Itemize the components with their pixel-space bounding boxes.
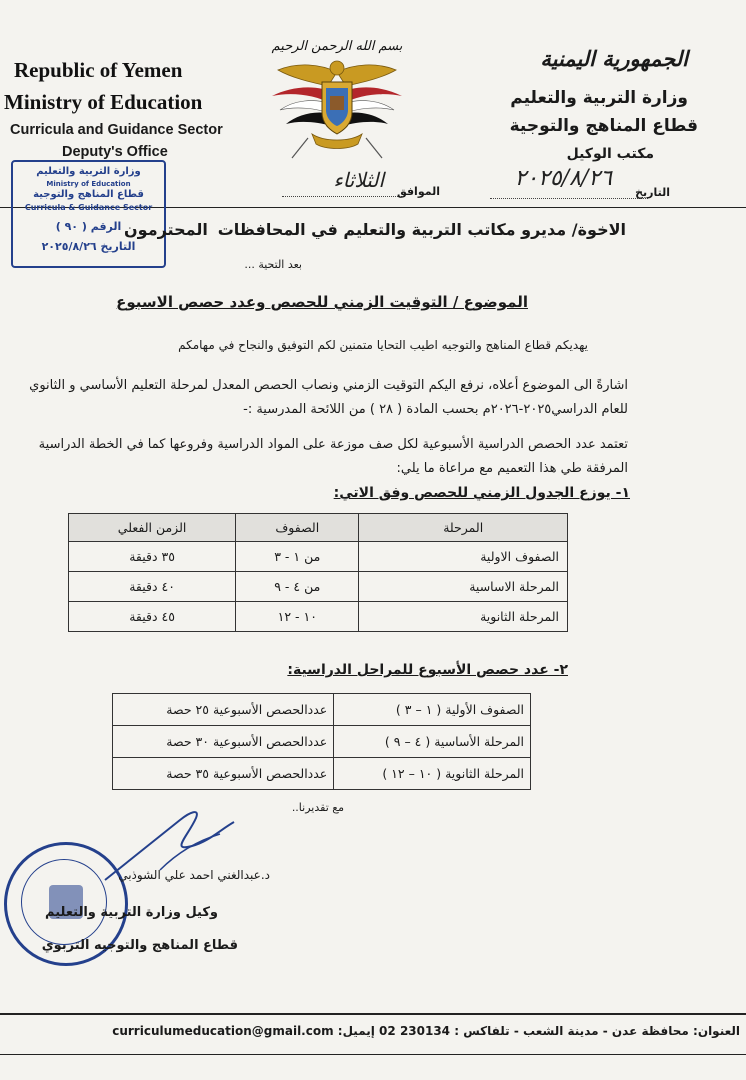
ref-line xyxy=(282,196,402,197)
grades-cell: من ١ - ٣ xyxy=(236,542,359,572)
header-stage: المرحلة xyxy=(359,514,568,542)
stamp-ministry-en: Ministry of Education xyxy=(46,180,131,188)
stage-cell: المرحلة الثانوية xyxy=(359,602,568,632)
signer-title: وكيل وزارة التربية والتعليم xyxy=(45,905,218,920)
table-header-row xyxy=(69,514,568,542)
en-country-name: Republic of Yemen xyxy=(14,58,183,82)
greeting: بعد التحية ... xyxy=(244,258,302,271)
grades-cell: من ٤ - ٩ xyxy=(236,572,359,602)
paragraph-1: اشارةً الى الموضوع أعلاه، نرفع اليكم التوقيت الزمني ونصاب الحصص المعدل لمرحلة التعليم الأساسي و الثانوي للعام الدراسي٢٠٢٥-٢٠٢٦م بحسب المادة ( ٢٨ ) من اللائحة المدرسية :- xyxy=(29,378,628,417)
stamp-date: التاريخ ٢٠٢٥/٨/٢٦ xyxy=(41,240,136,253)
blessing-line: يهديكم قطاع المناهج والتوجيه اطيب التحايا متمنين لكم التوفيق والنجاح في مهامكم xyxy=(178,338,588,352)
signer-name: د.عبدالغني احمد علي الشوذبي xyxy=(118,868,270,882)
footer-divider-bottom xyxy=(0,1054,746,1055)
stage-cell: الصفوف الأولية ( ١ – ٣ ) xyxy=(334,694,531,726)
stamp-sector-ar: قطاع المناهج والتوجية xyxy=(33,189,144,200)
addressee: الاخوة/ مديرو مكاتب التربية والتعليم في المحافظات xyxy=(217,220,626,239)
weekly-periods-table xyxy=(112,693,531,790)
ar-office-name: مكتب الوكيل xyxy=(566,146,654,162)
ar-ministry-name: وزارة التربية والتعليم xyxy=(510,88,688,108)
date-label: التاريخ xyxy=(635,186,670,199)
footer-address: العنوان: محافظة عدن - مدينة الشعب - تلفاكس : 230134 02 إيميل: curriculumeducation@gmail.com xyxy=(112,1024,740,1038)
stage-cell: المرحلة الثانوية ( ١٠ – ١٢ ) xyxy=(334,758,531,790)
ar-sector-name: قطاع المناهج والتوجية xyxy=(509,116,698,136)
stamp-number: الرقم ( ٩٠ ) xyxy=(55,220,122,233)
stamp-sector-en: Curricula & Guidance Sector xyxy=(24,203,153,212)
incoming-stamp xyxy=(11,160,166,268)
stage-cell: المرحلة الأساسية ( ٤ – ٩ ) xyxy=(334,726,531,758)
section-2-title: ٢- عدد حصص الأسبوع للمراحل الدراسية: xyxy=(287,662,568,678)
section-1-title: ١- يوزع الجدول الزمني للحصص وفق الاتي: xyxy=(333,485,630,501)
table-row xyxy=(113,726,531,758)
stage-cell: الصفوف الاولية xyxy=(359,542,568,572)
en-office-name: Deputy's Office xyxy=(62,144,168,160)
periods-cell: عددالحصص الأسبوعية ٣٥ حصة xyxy=(113,758,334,790)
stage-cell: المرحلة الاساسية xyxy=(359,572,568,602)
duration-cell: ٣٥ دقيقة xyxy=(69,542,236,572)
letter-date: ٢٠٢٥/٨/٢٦ xyxy=(514,166,612,191)
closing-line: مع تقديرنا.. xyxy=(291,801,344,814)
stamp-ministry-ar: وزارة التربية والتعليم xyxy=(36,166,141,177)
periods-cell: عددالحصص الأسبوعية ٢٥ حصة xyxy=(113,694,334,726)
letter-subject: الموضوع / التوقيت الزمني للحصص وعدد حصص الاسبوع xyxy=(116,293,528,311)
addressee-honorific: المحترمون xyxy=(124,220,208,239)
table-row xyxy=(113,758,531,790)
date-line xyxy=(490,198,648,199)
ar-country-name: الجمهورية اليمنية xyxy=(540,46,688,71)
ref-label: الموافق xyxy=(396,185,440,198)
en-ministry-name: Ministry of Education xyxy=(4,90,203,114)
duration-cell: ٤٠ دقيقة xyxy=(69,572,236,602)
letter-day: الثلاثاء xyxy=(333,168,384,192)
yemen-emblem-icon xyxy=(262,34,412,164)
table-row xyxy=(69,572,568,602)
footer-divider-top xyxy=(0,1013,746,1015)
header-grades: الصفوف xyxy=(236,514,359,542)
table-row xyxy=(69,542,568,572)
en-sector-name: Curricula and Guidance Sector xyxy=(10,122,223,138)
table-row xyxy=(69,602,568,632)
paragraph-2: تعتمد عدد الحصص الدراسية الأسبوعية لكل صف موزعة على المواد الدراسية وفروعها كما في الخطة الدراسية المرفقة طي هذا التعميم مع مراعاة ما يلي: xyxy=(38,437,628,476)
periods-cell: عددالحصص الأسبوعية ٣٠ حصة xyxy=(113,726,334,758)
header-duration: الزمن الفعلي xyxy=(69,514,236,542)
grades-cell: ١٠ - ١٢ xyxy=(236,602,359,632)
duration-cell: ٤٥ دقيقة xyxy=(69,602,236,632)
table-row xyxy=(113,694,531,726)
basmala-text: بسم الله الرحمن الرحيم xyxy=(271,39,403,54)
signer-department: قطاع المناهج والتوجيه التربوي xyxy=(41,938,238,953)
period-time-table xyxy=(68,513,568,632)
